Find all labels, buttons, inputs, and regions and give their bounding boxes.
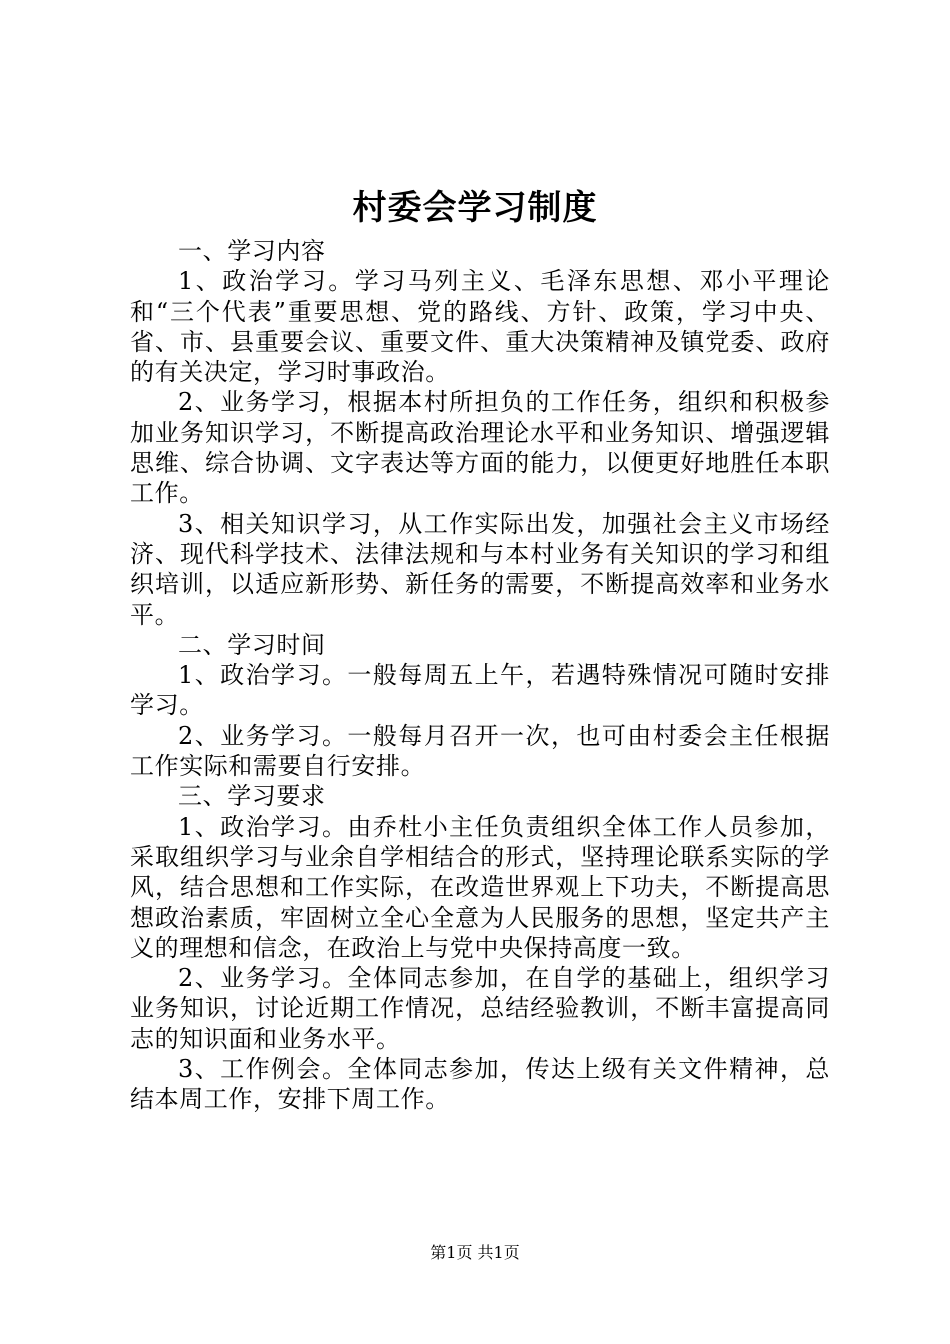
paragraph-political-study: 1、政治学习。学习马列主义、毛泽东思想、邓小平理论和“三个代表”重要思想、党的路线、方针、政策，学习中央、省、市、县重要会议、重要文件、重大决策精神及镇党委、政府的有关决定，学习时事政治。 [130,267,830,387]
page-footer: 第1页 共1页 [430,1243,520,1262]
paragraph-business-time: 2、业务学习。一般每月召开一次，也可由村委会主任根据工作实际和需要自行安排。 [130,721,830,781]
section-heading-content: 一、学习内容 [178,237,326,265]
section-heading-requirements: 三、学习要求 [178,782,326,811]
paragraph-business-requirements: 2、业务学习。全体同志参加，在自学的基础上，组织学习业务知识，讨论近期工作情况，总结经验教训，不断丰富提高同志的知识面和业务水平。 [130,964,830,1053]
paragraph-business-study: 2、业务学习，根据本村所担负的工作任务，组织和积极参加业务知识学习，不断提高政治理论水平和业务知识、增强逻辑思维、综合协调、文字表达等方面的能力，以便更好地胜任本职工作。 [130,388,830,508]
paragraph-related-knowledge: 3、相关知识学习，从工作实际出发，加强社会主义市场经济、现代科学技术、法律法规和与本村业务有关知识的学习和组织培训，以适应新形势、新任务的需要，不断提高效率和业务水平。 [130,509,830,629]
paragraph-political-time: 1、政治学习。一般每周五上午，若遇特殊情况可随时安排学习。 [130,661,830,720]
paragraph-work-meeting: 3、工作例会。全体同志参加，传达上级有关文件精神，总结本周工作，安排下周工作。 [130,1055,830,1114]
paragraph-political-requirements: 1、政治学习。由乔杜小主任负责组织全体工作人员参加，采取组织学习与业余自学相结合的形式，坚持理论联系实际的学风，结合思想和工作实际，在改造世界观上下功夫，不断提高思想政治素质，牢固树立全心全意为人民服务的思想，坚定共产主义的理想和信念，在政治上与党中央保持高度一致。 [130,812,830,962]
document-body [130,236,830,1115]
section-heading-time: 二、学习时间 [178,630,326,659]
document-title: 村委会学习制度 [352,188,598,228]
